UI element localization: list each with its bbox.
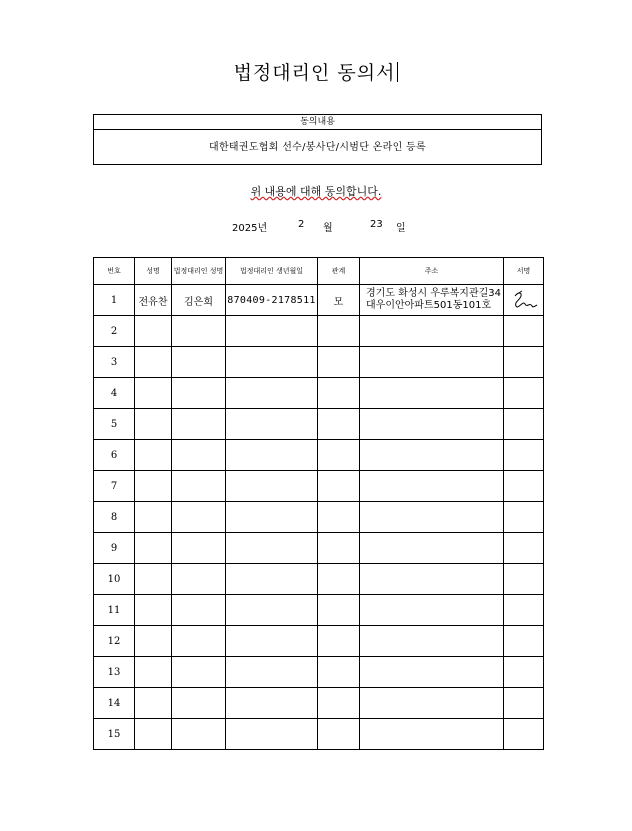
address-line-2: 대우이안아파트501동101호 [366,300,492,311]
handwritten-signature-icon [509,288,539,312]
consent-box [93,114,542,165]
table-row [94,347,544,378]
consent-content: 대한태권도협회 선수/봉사단/시범단 온라인 등록 [209,142,426,153]
guardian-name: 김은희 [172,285,226,316]
header-guardian-name: 법정대리인 성명 [172,258,226,285]
date-year: 2025년 [232,223,268,234]
guardian-birth: 870409-2178511 [226,285,318,316]
row-number: 13 [94,657,135,688]
table-row [94,657,544,688]
table-row [94,626,544,657]
table-row [94,285,544,316]
agree-statement: 위 내용에 대해 동의합니다. [250,185,382,198]
table-row [94,595,544,626]
guardian-table [93,257,544,750]
table-row [94,502,544,533]
header-no: 번호 [94,258,135,285]
header-relation: 관계 [318,258,360,285]
header-signature: 서명 [504,258,544,285]
row-number: 14 [94,688,135,719]
table-row [94,316,544,347]
table-row [94,719,544,750]
row-number: 7 [94,471,135,502]
table-row [94,533,544,564]
row-number: 2 [94,316,135,347]
row-number: 1 [94,285,135,316]
table-header-row [94,258,544,285]
table-row [94,440,544,471]
student-name: 전유찬 [135,285,172,316]
text-cursor [397,62,398,82]
table-row [94,471,544,502]
row-number: 10 [94,564,135,595]
table-row [94,378,544,409]
row-number: 8 [94,502,135,533]
header-guardian-birth: 법정대리인 생년월일 [226,258,318,285]
row-number: 12 [94,626,135,657]
relation: 모 [318,285,360,316]
date-day-unit: 일 [396,223,406,234]
signature-cell [504,285,544,316]
consent-heading: 동의내용 [94,115,541,130]
table-row [94,564,544,595]
document-title: 법정대리인 동의서 [0,58,632,85]
row-number: 9 [94,533,135,564]
date-month-unit: 월 [323,223,333,234]
header-name: 성명 [135,258,172,285]
address [360,285,504,316]
row-number: 5 [94,409,135,440]
address-line-1: 경기도 화성시 우루복지관길34 [366,288,502,299]
header-address: 주소 [360,258,504,285]
table-row [94,409,544,440]
row-number: 15 [94,719,135,750]
date-day: 23 [370,219,383,230]
date-month: 2 [298,219,305,230]
row-number: 11 [94,595,135,626]
row-number: 4 [94,378,135,409]
row-number: 6 [94,440,135,471]
table-row [94,688,544,719]
row-number: 3 [94,347,135,378]
